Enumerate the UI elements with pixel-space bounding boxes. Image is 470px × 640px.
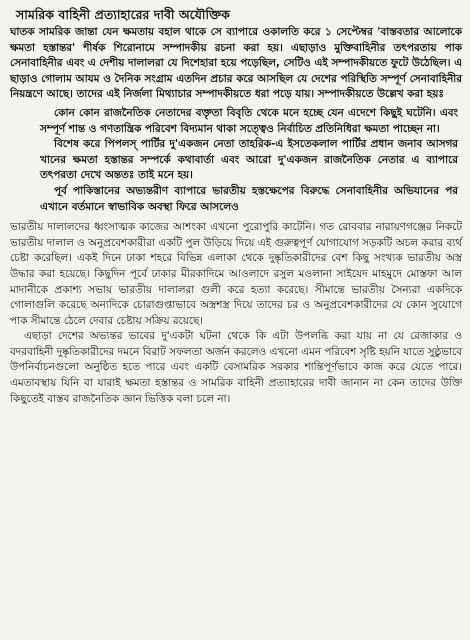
body-paragraph-2: এছাড়া দেশের অভ্যন্তর ভাবের দু'একটা ঘটনা থেকে কি এটা উপলব্ধি করা যায় না যে রেজাকার ও বদরবাহিনী দুষ্কৃতিকারীদের দমনে বিরাট সফলতা অর্জন করলেও এখনো এমন পরিবেশ সৃষ্টি হয়নি যাতে সুষ্ঠুভাবে উপনির্বাচনগুলো অনুষ্ঠিত হতে পারে এবং একটি বেসামরিক সরকার শান্তিপূর্ণভাবে কাজ করে যেতে পারে। এমতাবস্থায় যিনি বা যারাই ক্ষমতা হস্তান্তর ও সামরিক বাহিনী প্রত্যাহারের দাবী জানান না কেন তাদের উক্তি কিছুতেই বাস্তব রাজনৈতিক জ্ঞান ভিত্তিক বলা চলে না। — [10, 330, 462, 405]
intro-paragraph: ঘাতক সামরিক জান্তা যেন ক্ষমতায় বহাল থাকে সে ব্যাপারে ওকালতি করে ১ সেপ্টেম্বর 'বাস্তবতার আলোকে ক্ষমতা হস্তান্তর' শীর্ষক শিরোনামে সম্পাদকীয় রচনা করা হয়। এছাড়াও মুক্তিবাহিনীর তৎপরতায় পাক সেনাবাহিনীর এবং এ দেশীয় দালালরা যে দিশেহারা হয়ে পড়েছিল, সেটিও এই সম্পাদকীয়তে ফুটে উঠেছিল। এ ছাড়াও গোলাম আযম ও দৈনিক সংগ্রাম এতদিন প্রচার করে আসছিল যে দেশের পরিস্থিতি সম্পূর্ণ সেনাবাহিনীর নিয়ন্ত্রণে আছে। তাদের এই নির্জলা মিথ্যাচার সম্পাদকীয়তে ধরা পড়ে যায়। সম্পাদকীয়তে উল্লেখ করা হয়ঃ — [10, 26, 462, 101]
quoted-editorial — [40, 106, 458, 215]
quote-paragraph-3: পূর্ব পাকিস্তানের অভ্যন্তরীণ ব্যাপারে ভারতীয় হস্তক্ষেপের বিরুদ্ধে সেনাবাহিনীর অভিযানের পর এখানে বর্তমানে স্বাভাবিক অবস্থা ফিরে আসলেও — [40, 184, 458, 213]
quote-paragraph-2: বিশেষ করে পিপলস্ পার্টির দু'একজন নেতা তাহরিক-এ ইসতেকলাল পার্টির প্রধান জনাব আসগর খানের ক্ষমতা হস্তান্তর সম্পর্কে কথাবার্তা এবং আরো দু'একজন রাজনৈতিক নেতার এ ব্যাপারে তৎপরতা দেখে অন্ততঃ তাই মনে হয়। — [40, 138, 458, 182]
article-title: সামরিক বাহিনী প্রত্যাহারের দাবী অযৌক্তিক — [16, 7, 230, 22]
quote-paragraph-1: কোন কোন রাজনৈতিক নেতাদের বক্তৃতা বিবৃতি থেকে মনে হচ্ছে যেন এদেশে কিছুই ঘটেনি। এবং সম্পূর্ণ শান্ত ও গণতান্ত্রিক পরিবেশ বিদ্যমান থাকা সত্ত্বেও নির্বাচিত প্রতিনিধিরা ক্ষমতা পাচ্ছেন না। — [40, 106, 458, 135]
body-paragraph-1: ভারতীয় দালালদের ধ্বংসাত্মক কাজের আশংকা এখনো পুরোপুরি কাটেনি। গত রোববার নারায়ণগঞ্জের নিকটে ভারতীয় দালাল ও অনুপ্রবেশকারীরা একটি পুল উড়িয়ে দিয়ে এই গুরুত্বপূর্ণ যোগাযোগ সড়কটি অচল করার ব্যর্থ চেষ্টা করেছিল। একই দিনে ঢাকা শহরে বিভিন্ন এলাকা থেকে দুষ্কৃতিকারীদের বেশ কিছু সংখ্যক ভারতীয় অস্ত্র উদ্ধার করা হয়েছে। কিছুদিন পূর্বে ঢাকার মীরকাদিমে আওলাদে রসুল মওলানা সাইয়েদ মাহমুদে মোস্তফা আল মাদানীকে প্রকাশ্য সভায় ভারতীয় দালালরা গুলী করে হত্যা করেছে। সীমান্তে ভারতীয় সৈন্যরা একদিকে গোলাগুলি করেছে অন্যদিকে চোরাগুপ্তাভাবে অস্ত্রশস্ত্র দিয়ে তাদের চর ও অনুপ্রবেশকারীদের যে কোন সুযোগে পাক সীমান্তে ঠেলে দেবার চেষ্টায় সক্রিয় রয়েছে। — [10, 221, 462, 327]
